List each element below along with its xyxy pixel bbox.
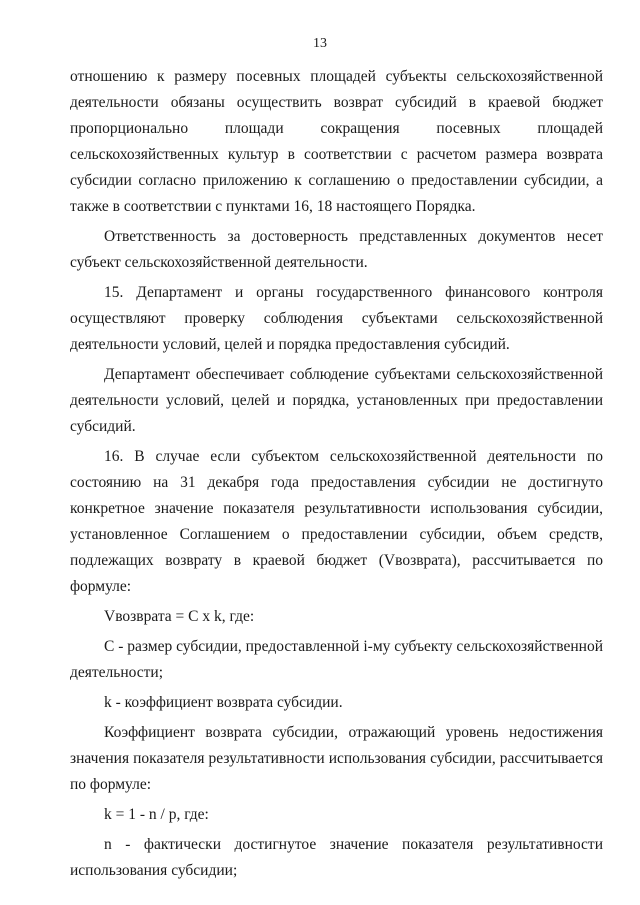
paragraph-continuation: отношению к размеру посевных площадей субъекты сельскохозяйственной деятельности обязаны осуществить возврат субсидий в краевой бюджет пропорционально площади сокращения посевных площадей сельскохозяйственных культур в соответствии с расчетом размера возврата субсидии согласно приложению к соглашению о предоставлении субсидии, а также в соответствии с пунктами 16, 18 настоящего Порядка.: [70, 68, 603, 215]
paragraph-clause-16: 16. В случае если субъектом сельскохозяйственной деятельности по состоянию на 31 декабря года предоставления субсидии не достигнуто конкретное значение показателя результативности использования субсидии, установленное Соглашением о предоставлении субсидии, объем средств, подлежащих возврату в краевой бюджет (Vвозврата), рассчитывается по формуле:: [70, 448, 603, 595]
document-body: [70, 64, 603, 884]
paragraph-clause-15: 15. Департамент и органы государственного финансового контроля осуществляют проверку соблюдения субъектами сельскохозяйственной деятельности условий, целей и порядка предоставления субсидий.: [70, 284, 603, 353]
paragraph-department-compliance: Департамент обеспечивает соблюдение субъектами сельскохозяйственной деятельности условий, целей и порядка, установленных при предоставлении субсидий.: [70, 366, 603, 435]
definition-n: n - фактически достигнутое значение показателя результативности использования субсидии;: [70, 836, 603, 879]
definition-k: k - коэффициент возврата субсидии.: [104, 694, 343, 711]
definition-c: C - размер субсидии, предоставленной i-му субъекту сельскохозяйственной деятельности;: [70, 638, 603, 681]
paragraph-responsibility: Ответственность за достоверность представленных документов несет субъект сельскохозяйственной деятельности.: [70, 228, 603, 271]
formula-refund-volume: Vвозврата = C x k, где:: [104, 608, 255, 625]
page-number: 13: [313, 36, 327, 51]
formula-k: k = 1 - n / p, где:: [104, 806, 209, 823]
paragraph-refund-coefficient: Коэффициент возврата субсидии, отражающий уровень недостижения значения показателя результативности использования субсидии, рассчитывается по формуле:: [70, 724, 603, 793]
